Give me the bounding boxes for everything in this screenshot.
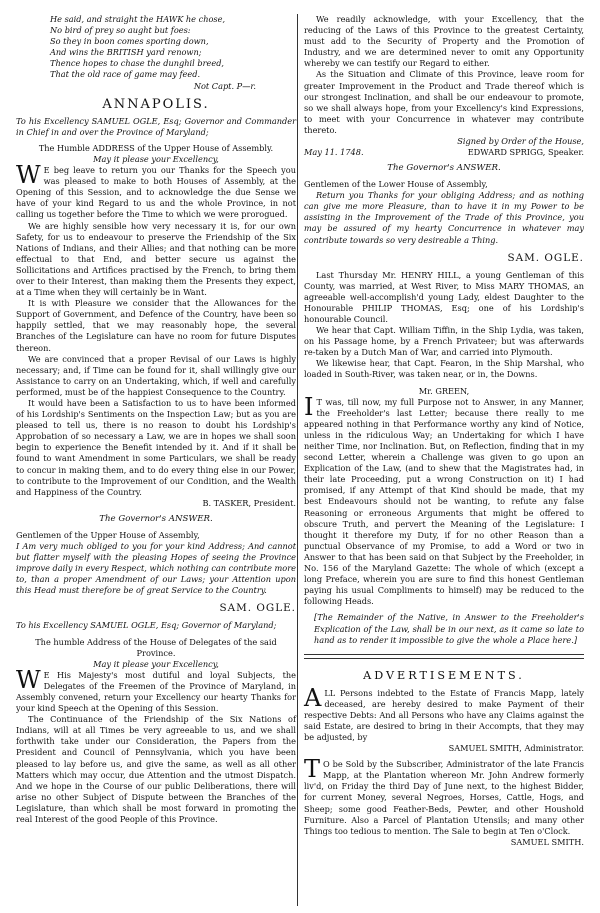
address-body-2 (16, 665, 296, 825)
answer-title-2: The Governor's ANSWER. (387, 163, 501, 174)
poem-line: So they in boon comes sporting down, (50, 36, 209, 47)
salutation-2: May it please your Excellency, (93, 658, 219, 669)
answer-title: The Governor's ANSWER. (99, 513, 213, 524)
dedication-2: To his Excellency SAMUEL OGLE, Esq; Governor of Maryland; (16, 620, 277, 631)
answer-signature-2: SAM. OGLE. (507, 251, 584, 264)
address-paragraph: We readily acknowledge, with your Excellency, that the reducing of the Laws of this Province to the greatest Certainty, must add to the Security of Property and the Promotion of Industry, and we are determined never to omit any Opportunity whereby we can testify our Regard to either. (304, 14, 584, 69)
speaker: EDWARD SPRIGG, Speaker. (467, 147, 584, 158)
advert-text: ALL Persons indebted to the Estate of Francis Mapp, lately deceased, are hereby desired to make Payment of their respective Debts: And all Persons who have any Claims against the said Estate, are desired to bring in their Accompts, that they may be adjusted, by (304, 683, 584, 743)
poem (16, 14, 296, 92)
letter-salutation: Mr. GREEN, (418, 385, 470, 396)
address-paragraph: The Continuance of the Friendship of the Six Nations of Indians, will at all Times be very agreeable to us, and we shall forthwith take under our Consideration, the Papers from the President and Council of Pennsylvania, which you have been pleased to lay before us, and give the same, as well as all other Matters which may occur, due Attention and the utmost Dispatch. And we hope in the Course of our public Deliberations, there will arise no other Subject of Dispute between the Branches of the Legislature, than which shall be most forward in promoting the real Interest of the good People of this Province. (16, 714, 296, 824)
answer-text-2: Return you Thanks for your obliging Address; and as nothing can give me more Pleasure, than to have it in my Power to be assisting in the Improvement of the Trade of this Province, you may be assured of my hearty Concurrence in whatever may contribute towards so very desireable a Thing. (304, 190, 584, 245)
poem-attribution: Not Capt. P—r. (193, 80, 256, 91)
address-paragraph: It is with Pleasure we consider that the Allowances for the Support of Government, and Defence of the Country, have been so happily settled, that we may reasonably hope, the several Branches of the Legislature can have no room for future Disputes thereon. (16, 298, 296, 353)
left-column (16, 14, 296, 825)
signed-by-order: Signed by Order of the House, (457, 136, 584, 147)
address-paragraph: We are convinced that a proper Revisal of our Laws is highly necessary; and, if Time can be found for it, shall willingly give our Assistance to carry on an Undertaking, which, if well and carefully performed, must be of the happiest Consequence to the Country. (16, 353, 296, 397)
dedication: To his Excellency SAMUEL OGLE, Esq; Governor and Commander in Chief in and over the Province of Maryland; (16, 115, 296, 137)
answer-text: I Am very much obliged to you for your kind Address; And cannot but flatter myself with the pleasing Hopes of seeing the Province improve daily in every Respect, which nothing can contribute more to, than a proper Amendment of our Laws; your Attention upon this Head must therefore be of great Service to the Country. (16, 540, 296, 596)
address-paragraph: We are highly sensible how very necessary it is, for our own Safety, for us to endeavour to preserve the Friendship of the Six Nations of Indians, and their Allies; and that nothing can be more effectual to that End, and better secure us against the Sollicitations and Artifices practised by the French, to bring them over to their Interest, than making them the Presents they expect, at a Time when they will certainly be in Want. (16, 220, 296, 298)
news-item: Last Thursday Mr. HENRY HILL, a young Gentleman of this County, was married, at West River, to Miss MARY THOMAS, an agreeable well-accomplish'd young Lady, eldest Daughter to the Honourable PHILIP THOMAS, Esq; one of his Lordship's honourable Council. (304, 269, 584, 324)
address-title-2: The humble Address of the House of Delegates of the said Province. (35, 636, 277, 658)
advertisements-heading: ADVERTISEMENTS. (363, 668, 525, 682)
poem-line: That the old race of game may feed. (50, 69, 201, 80)
address-title: The Humble ADDRESS of the Upper House of Assembly. (38, 142, 274, 153)
column-divider (297, 14, 298, 906)
date-line (304, 147, 584, 158)
poem-line: And wins the BRITISH yard renown; (50, 47, 202, 58)
advert-signature-2: SAMUEL SMITH. (510, 836, 584, 847)
letter-text: IT was, till now, my full Purpose not to Answer, in any Manner, the Freeholder's last Letter; because there really to me appeared nothing in that Performance worthy any kind of Notice, unless in the ridiculous Way; an Undertaking for which I have neither Time, nor Inclination. But, on Reflection, finding that in my second Letter, wherein a Challenge was given to go upon an Explication of the Law, (and to shew that the Magistrates had, in their late Proceeding, put a wrong Construction on it) I had promised, if any Attempt of that Kind should be made, that my best Endeavours should not be wanting, to refute any false Reasoning or erroneous Arguments that might be offered to obscure Truth, and pervert the Meaning of the Legislature: I thought it therefore my Duty, if for no other Reason than a punctual Observance of my Promise, to add a Word or two in Answer to that has been said on that Subject by the Freeholder, in No. 156 of the Maryland Gazette: The whole of which (except a long Preface, wherein you are sure to find this honest Gentleman paying his usual Compliments to himself) may be reduced to the following Heads. (304, 392, 584, 607)
poem-line: No bird of prey so aught but foes: (50, 25, 191, 36)
editor-note: [The Remainder of the Native, in Answer to the Freeholder's Explication of the Law, shall be in our next, as it came so late to hand as to render it impossible to give the whole a Place here.] (314, 612, 584, 645)
answer-salutation: Gentlemen of the Upper House of Assembly, (16, 529, 200, 540)
answer-signature: SAM. OGLE. (219, 602, 296, 615)
answer-salutation-2: Gentlemen of the Lower House of Assembly, (304, 179, 488, 190)
news-item: We likewise hear, that Capt. Fearon, in the Ship Marshal, who loaded in South-River, was taken near, or in, the Downs. (304, 358, 584, 380)
address-paragraph: WE beg leave to return you our Thanks for the Speech you was pleased to make to both Houses of Assembly, at the Opening of this Session, and to acknowledge the due Sense we have of your kind Regard to us and the whole Province, in not calling us together before the Time to which we were prorogued. (16, 161, 296, 220)
advert-text: TO be Sold by the Subscriber, Administrator of the late Francis Mapp, at the Plantation whereon Mr. John Andrew formerly liv'd, on Friday the third Day of June next, to the highest Bidder, for current Money, several Negroes, Horses, Cattle, Hogs, and Sheep; some good Feather-Beds, Pewter, and other Houshold Furniture. Also a Parcel of Plantation Utensils; and many other Things too tedious to mention. The Sale to begin at Ten o'Clock. (304, 755, 584, 836)
double-rule (304, 654, 584, 659)
poem-line: Thence hopes to chase the dunghil breed, (50, 58, 225, 69)
address-paragraph: As the Situation and Climate of this Province, leave room for greater Improvement in the Product and Trade thereof which is our strongest Inclination, and shall be our endeavour to promote, so we shall always hope, from your Excellency's kind Expressions, to meet with your Concurrence in whatever may contribute thereto. (304, 69, 584, 135)
section-heading-annapolis: ANNAPOLIS. (102, 96, 210, 112)
salutation: May it please your Excellency, (93, 153, 219, 164)
address-body (16, 161, 296, 498)
date: May 11. 1748. (304, 147, 364, 158)
poem-line: He said, and straight the HAWK he chose, (50, 14, 226, 24)
right-column (304, 14, 584, 848)
advertisement-2 (304, 755, 584, 837)
address-paragraph: WE His Majesty's most dutiful and loyal Subjects, the Delegates of the Freemen of the Province of Maryland, in Assembly convened, return your Excellency our hearty Thanks for your kind Speech at the Opening of this Session. (16, 665, 296, 714)
signature: B. TASKER, President. (202, 497, 296, 508)
letter-body (304, 392, 584, 608)
news-item: We hear that Capt. William Tiffin, in the Ship Lydia, was taken, on his Passage home, by a French Privateer; but was afterwards re-taken by a Dutch Man of War, and carried into Plymouth. (304, 325, 584, 358)
address-paragraph: It would have been a Satisfaction to us to have been informed of his Lordship's Sentiments on the Inspection Law; but as you are pleased to tell us, there is no reason to doubt his Lordship's Approbation of so necessary a Law, we are in hopes we shall soon begin to experience the Benefit intended by it. And if it shall be found to want Amendment in some Particulars, we shall be ready to concur in making them, and to do every thing else in our Power, to contribute to the Improvement of our Condition, and the Wealth and Happiness of the Country. (16, 398, 296, 497)
advertisement-1 (304, 683, 584, 743)
advert-signature: SAMUEL SMITH, Administrator. (448, 743, 584, 754)
